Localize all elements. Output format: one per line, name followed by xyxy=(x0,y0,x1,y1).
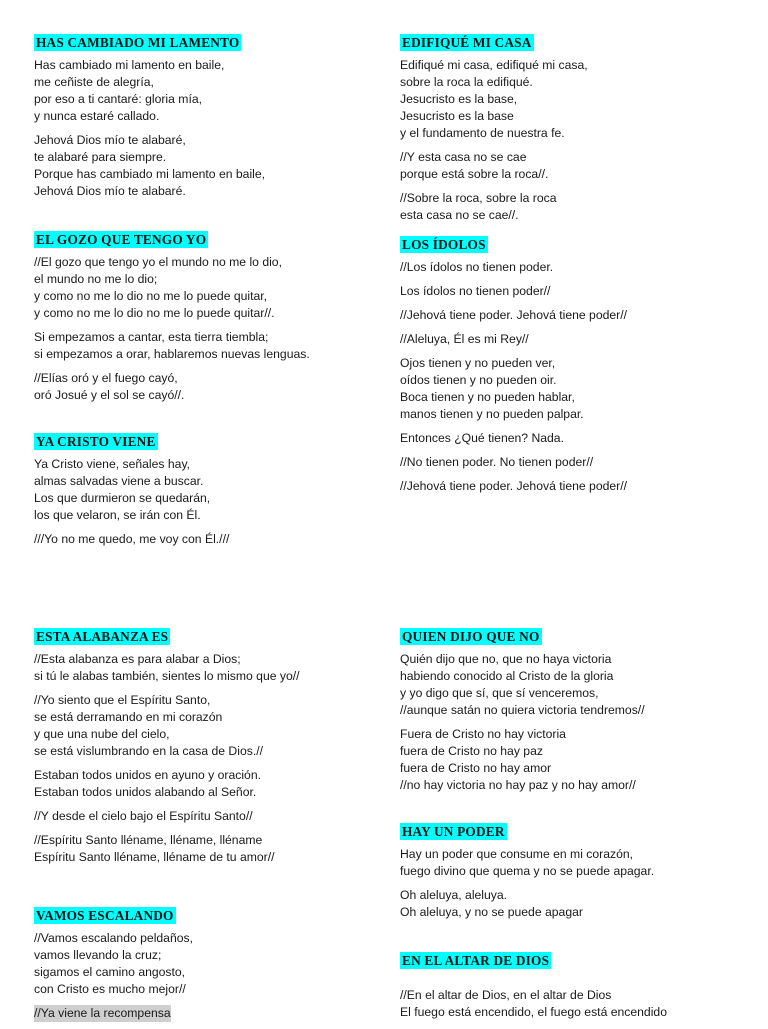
lyric-line: Si empezamos a cantar, esta tierra tiembla; xyxy=(34,330,269,344)
stanza xyxy=(400,430,760,447)
song-title: QUIEN DIJO QUE NO xyxy=(402,629,540,644)
stanza xyxy=(400,331,760,348)
lyric-line: //no hay victoria no hay paz y no hay amor// xyxy=(400,778,636,792)
lyric-line: fuera de Cristo no hay paz xyxy=(400,744,543,758)
lyric-line: //No tienen poder. No tienen poder// xyxy=(400,455,594,469)
lyric-line: Espíritu Santo lléname, lléname de tu amor// xyxy=(34,850,275,864)
stanza xyxy=(34,808,394,825)
lyric-line: vamos llevando la cruz; xyxy=(34,948,162,962)
song-vamos-escalando xyxy=(34,907,394,1029)
lyric-line: Entonces ¿Qué tienen? Nada. xyxy=(400,431,564,445)
highlighted-lyric-line: //Ya viene la recompensa xyxy=(34,1006,171,1020)
lyric-line: Has cambiado mi lamento en baile, xyxy=(34,58,225,72)
lyric-line: Ojos tienen y no pueden ver, xyxy=(400,356,556,370)
song-title: EDIFIQUÉ MI CASA xyxy=(402,35,532,50)
lyric-line: //Jehová tiene poder. Jehová tiene poder// xyxy=(400,308,627,322)
lyric-line: Jesucristo es la base xyxy=(400,109,514,123)
lyric-line: sobre la roca la edifiqué. xyxy=(400,75,533,89)
stanza xyxy=(34,370,394,404)
lyric-line: Los ídolos no tienen poder// xyxy=(400,284,551,298)
stanza xyxy=(400,987,760,1021)
lyric-line: //El gozo que tengo yo el mundo no me lo dio, xyxy=(34,255,282,269)
lyric-line: Jehová Dios mío te alabaré, xyxy=(34,133,186,147)
stanza xyxy=(34,329,394,363)
stanza xyxy=(400,190,760,224)
lyric-line: sigamos el camino angosto, xyxy=(34,965,186,979)
lyric-line: esta casa no se cae//. xyxy=(400,208,519,222)
lyric-line: los que velaron, se irán con Él. xyxy=(34,508,201,522)
lyric-line: Estaban todos unidos alabando al Señor. xyxy=(34,785,257,799)
lyric-line: se está derramando en mi corazón xyxy=(34,710,223,724)
stanza xyxy=(400,149,760,183)
lyric-line: si tú le alabas también, sientes lo mismo que yo// xyxy=(34,669,300,683)
lyric-line: habiendo conocido al Cristo de la gloria xyxy=(400,669,614,683)
lyric-line: Jesucristo es la base, xyxy=(400,92,518,106)
stanza xyxy=(400,355,760,423)
lyric-line: almas salvadas viene a buscar. xyxy=(34,474,204,488)
song-esta-alabanza xyxy=(34,628,394,873)
lyric-line: oró Josué y el sol se cayó//. xyxy=(34,388,185,402)
lyric-line: Edifiqué mi casa, edifiqué mi casa, xyxy=(400,58,588,72)
song-ya-cristo-viene xyxy=(34,433,394,555)
lyric-line: //Elías oró y el fuego cayó, xyxy=(34,371,178,385)
lyric-line: //En el altar de Dios, en el altar de Dios xyxy=(400,988,612,1002)
lyric-line: oídos tienen y no pueden oir. xyxy=(400,373,557,387)
lyric-line: te alabaré para siempre. xyxy=(34,150,167,164)
song-los-idolos xyxy=(400,236,760,502)
lyric-line: //Sobre la roca, sobre la roca xyxy=(400,191,557,205)
stanza xyxy=(34,531,394,548)
lyric-line: ///Yo no me quedo, me voy con Él./// xyxy=(34,532,230,546)
lyric-line: //Esta alabanza es para alabar a Dios; xyxy=(34,652,241,666)
song-title: EN EL ALTAR DE DIOS xyxy=(402,953,550,968)
lyric-line: Porque has cambiado mi lamento en baile, xyxy=(34,167,266,181)
lyric-line: //Espíritu Santo lléname, lléname, lléname xyxy=(34,833,263,847)
lyric-line: Quién dijo que no, que no haya victoria xyxy=(400,652,612,666)
song-edifique-mi-casa xyxy=(400,34,760,231)
lyric-line: se está vislumbrando en la casa de Dios.// xyxy=(34,744,263,758)
lyric-line: si empezamos a orar, hablaremos nuevas lenguas. xyxy=(34,347,310,361)
lyric-line: manos tienen y no pueden palpar. xyxy=(400,407,584,421)
song-title: HAS CAMBIADO MI LAMENTO xyxy=(36,35,240,50)
lyric-line: y el fundamento de nuestra fe. xyxy=(400,126,565,140)
stanza xyxy=(400,307,760,324)
lyric-line: y como no me lo dio no me lo puede quitar, xyxy=(34,289,268,303)
song-title: YA CRISTO VIENE xyxy=(36,434,156,449)
lyric-line: porque está sobre la roca//. xyxy=(400,167,549,181)
lyric-line: //Jehová tiene poder. Jehová tiene poder// xyxy=(400,479,627,493)
stanza xyxy=(34,692,394,760)
stanza xyxy=(34,456,394,524)
lyric-line: //Y esta casa no se cae xyxy=(400,150,527,164)
lyric-line: //Los ídolos no tienen poder. xyxy=(400,260,554,274)
stanza xyxy=(34,254,394,322)
lyric-line: //Aleluya, Él es mi Rey// xyxy=(400,332,529,346)
stanza xyxy=(34,1005,394,1022)
lyric-line: y nunca estaré callado. xyxy=(34,109,160,123)
lyric-line: y yo digo que sí, que sí venceremos, xyxy=(400,686,599,700)
lyric-line: //Y desde el cielo bajo el Espíritu Santo// xyxy=(34,809,253,823)
lyric-line: //Yo siento que el Espíritu Santo, xyxy=(34,693,211,707)
lyric-line: //Vamos escalando peldaños, xyxy=(34,931,193,945)
song-title: VAMOS ESCALANDO xyxy=(36,908,174,923)
song-title: LOS ÍDOLOS xyxy=(402,237,486,252)
lyric-line: Boca tienen y no pueden hablar, xyxy=(400,390,575,404)
lyric-line: Oh aleluya, aleluya. xyxy=(400,888,508,902)
lyric-line: Hay un poder que consume en mi corazón, xyxy=(400,847,634,861)
lyric-line: Fuera de Cristo no hay victoria xyxy=(400,727,566,741)
song-el-gozo xyxy=(34,231,394,411)
stanza xyxy=(34,57,394,125)
stanza xyxy=(400,846,760,880)
lyric-line: con Cristo es mucho mejor// xyxy=(34,982,186,996)
song-hay-un-poder xyxy=(400,823,760,928)
song-title: EL GOZO QUE TENGO YO xyxy=(36,232,207,247)
lyric-line: por eso a ti cantaré: gloria mía, xyxy=(34,92,203,106)
stanza xyxy=(400,283,760,300)
lyric-line: Oh aleluya, y no se puede apagar xyxy=(400,905,583,919)
lyric-line: me ceñiste de alegría, xyxy=(34,75,154,89)
song-title: ESTA ALABANZA ES xyxy=(36,629,169,644)
song-quien-dijo-que-no xyxy=(400,628,760,801)
song-title: HAY UN PODER xyxy=(402,824,505,839)
lyric-line: y como no me lo dio no me lo puede quitar//. xyxy=(34,306,275,320)
lyric-line: Los que durmieron se quedarán, xyxy=(34,491,211,505)
stanza xyxy=(400,726,760,794)
lyric-line: Ya Cristo viene, señales hay, xyxy=(34,457,191,471)
lyric-line: el mundo no me lo dio; xyxy=(34,272,158,286)
stanza xyxy=(34,832,394,866)
stanza xyxy=(34,767,394,801)
lyric-line: fuego divino que quema y no se puede apagar. xyxy=(400,864,655,878)
lyric-line: Estaban todos unidos en ayuno y oración. xyxy=(34,768,261,782)
stanza xyxy=(400,478,760,495)
lyric-line: fuera de Cristo no hay amor xyxy=(400,761,552,775)
stanza xyxy=(400,259,760,276)
lyric-line: Jehová Dios mío te alabaré. xyxy=(34,184,186,198)
stanza xyxy=(400,651,760,719)
lyric-line: El fuego está encendido, el fuego está encendido xyxy=(400,1005,667,1019)
stanza xyxy=(400,57,760,142)
stanza xyxy=(400,887,760,921)
stanza xyxy=(34,132,394,200)
lyric-line: y que una nube del cielo, xyxy=(34,727,170,741)
song-en-el-altar xyxy=(400,952,760,1028)
lyric-line: //aunque satán no quiera victoria tendremos// xyxy=(400,703,645,717)
stanza xyxy=(34,651,394,685)
song-has-cambiado xyxy=(34,34,394,207)
stanza xyxy=(34,930,394,998)
stanza xyxy=(400,454,760,471)
